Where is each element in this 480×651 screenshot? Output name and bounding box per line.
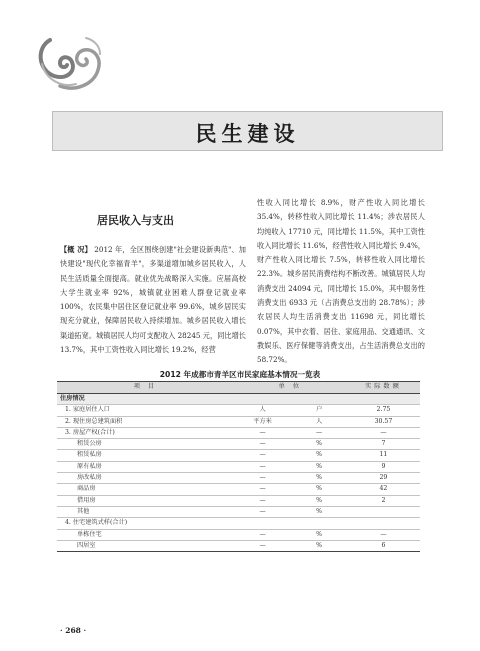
row-item: 1. 家庭居住人口 [65, 406, 110, 414]
table-row [57, 461, 420, 472]
row-item: 原有私房 [77, 462, 102, 470]
row-value: 6 [381, 541, 386, 549]
left-text-column [60, 243, 246, 357]
row-value: — [380, 530, 387, 538]
row-unit-primary: — [259, 507, 266, 515]
table-row [57, 473, 420, 484]
chapter-banner [52, 111, 443, 151]
swirl-logo [36, 34, 104, 92]
row-value: 42 [379, 485, 388, 493]
header-value: 实际数额 [347, 382, 420, 394]
row-value: 30.57 [374, 417, 393, 425]
row-value [347, 506, 420, 517]
row-item: 商品房 [77, 485, 96, 493]
table-row [57, 405, 420, 416]
row-unit-secondary: % [316, 462, 323, 470]
table-row [57, 529, 420, 540]
row-item: 四居室 [77, 541, 96, 549]
row-unit-primary: — [259, 474, 266, 482]
table-row [57, 450, 420, 461]
row-unit-secondary: % [316, 541, 323, 549]
row-value: 9 [381, 462, 386, 470]
row-item: 3. 房屋产权(合计) [65, 428, 115, 436]
header-unit: 单 位 [234, 382, 347, 394]
row-unit-primary: — [259, 541, 266, 549]
row-item: 4. 住宅建筑式样(合计) [65, 519, 128, 527]
row-unit-secondary: % [316, 474, 323, 482]
table-row [57, 495, 420, 506]
table-row [57, 394, 420, 405]
chapter-title: 民生建设 [195, 121, 300, 146]
row-unit-secondary: % [316, 496, 323, 504]
row-unit-secondary: % [316, 530, 323, 538]
row-unit-primary: — [259, 530, 266, 538]
row-value: — [380, 428, 387, 436]
table-row [57, 416, 420, 427]
row-unit-secondary [291, 394, 347, 405]
row-value: 11 [379, 451, 388, 459]
row-value [347, 394, 420, 405]
row-unit-secondary: % [316, 485, 323, 493]
table-row [57, 540, 420, 551]
overview-label: 【概 况】 [60, 245, 92, 254]
row-unit-secondary: — [316, 428, 323, 436]
row-unit-primary: — [259, 440, 266, 448]
row-value: 2.75 [376, 406, 391, 414]
row-value: 29 [379, 474, 388, 482]
row-unit-secondary: % [316, 451, 323, 459]
row-unit-primary: — [259, 428, 266, 436]
row-unit-primary: 人 [259, 406, 266, 414]
page-number: · 268 · [60, 626, 87, 635]
row-item: 房改私房 [77, 474, 102, 482]
table-row [57, 506, 420, 517]
row-item: 租赁公房 [77, 440, 102, 448]
row-item: 2. 现住房总建筑面积 [65, 417, 123, 425]
row-item: 借用房 [77, 496, 96, 504]
header-item: 项 目 [57, 382, 234, 394]
row-item: 其他 [77, 507, 90, 515]
row-item: 租赁私房 [77, 451, 102, 459]
row-unit-secondary: 人 [316, 417, 323, 425]
row-unit-secondary: % [316, 440, 323, 448]
row-unit-primary: — [259, 485, 266, 493]
row-unit-primary: — [259, 496, 266, 504]
row-unit-primary: — [259, 462, 266, 470]
table-row [57, 439, 420, 450]
overview-text: 2012 年，全区围绕创建"社会建设新典范"、加快建设"现代化幸福青羊"，多渠道增加城乡居民收入，人民生活质量全面提高。就业优先战略深入实施。应届高校大学生就业率 92%，城镇就业困难人群登记就业率 100%，农民集中居住区登记就业率 99.6%，城乡居民实现充分就业，保障居民收入持续增加。城乡居民收入增长渠道拓宽。城镇居民人均可支配收入 28245 元，同比增长 13.7%，其中工资性收入同比增长 19.2%，经营 [60, 245, 246, 355]
table-header-row [57, 382, 420, 394]
row-unit-secondary: 户 [316, 406, 323, 414]
row-value [347, 518, 420, 529]
household-table [57, 381, 420, 552]
section-title: 居民收入与支出 [97, 214, 174, 227]
row-unit-primary: — [259, 451, 266, 459]
continued-text: 性收入同比增长 8.9%，财产性收入同比增长 35.4%，转移性收入同比增长 11.4%；涉农居民人均纯收入 17710 元，同比增长 11.5%，其中工资性收入同比增长 11.6%，经营性收入同比增长 9.4%，财产性收入同比增长 7.5%，转移性收入同比增长 22.3%。城乡居民消费结构不断改善。城镇居民人均消费支出 24094 元，同比增长 15.0%，其中服务性消费支出 6933 元（占消费总支出的 28.78%）；涉农居民人均生活消费支出 11698 元，同比增长 0.07%，其中衣着、居住、家庭用品、交通通讯、文教娱乐、医疗保健等消费支出，占生活消费总支出的 58.72%。 [257, 198, 425, 365]
table-title: 2012 年成都市青羊区市民家庭基本情况一览表 [159, 370, 321, 379]
right-text-column [257, 196, 425, 368]
row-unit-primary [234, 394, 292, 405]
row-value: 7 [381, 440, 386, 448]
row-value: 2 [381, 496, 386, 504]
row-unit-primary [234, 518, 292, 529]
row-unit-secondary: % [316, 507, 323, 515]
row-item: 住房情况 [57, 394, 234, 405]
table-row [57, 427, 420, 438]
row-unit-secondary [291, 518, 347, 529]
table-row [57, 518, 420, 529]
table-row [57, 484, 420, 495]
row-unit-primary: 平方米 [253, 417, 272, 425]
row-item: 单栋住宅 [77, 530, 102, 538]
